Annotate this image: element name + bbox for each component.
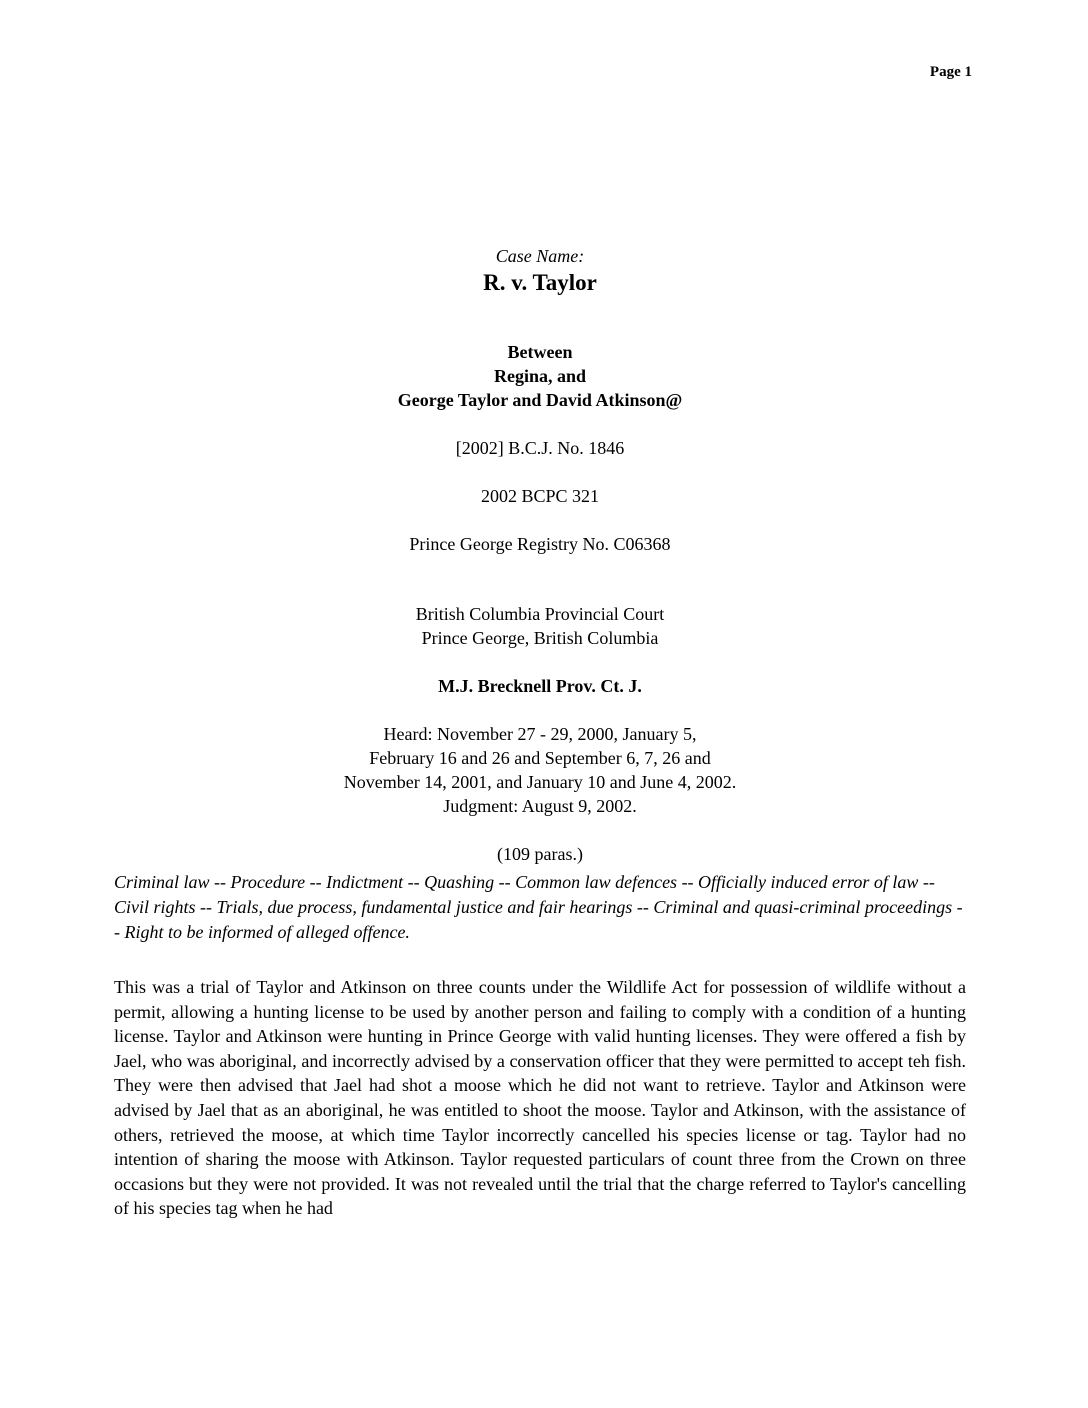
citation-bcpc: 2002 BCPC 321: [480, 486, 600, 506]
dates-line-3: November 14, 2001, and January 10 and June 4, 2002.: [343, 772, 737, 792]
court-name: British Columbia Provincial Court: [415, 604, 665, 624]
court-block: [114, 602, 966, 650]
parties-plaintiff: Regina, and: [493, 366, 587, 386]
case-summary: This was a trial of Taylor and Atkinson on three counts under the Wildlife Act for possession of wildlife without a permit, allowing a hunting license to be used by another person and failing to comply with a condition of a hunting license. Taylor and Atkinson were hunting in Prince George with valid hunting licenses. They were offered a fish by Jael, who was aboriginal, and incorrectly advised by a conservation officer that they were permitted to accept teh fish. They were then advised that Jael had shot a moose which he did not want to retrieve. Taylor and Atkinson were advised by Jael that as an aboriginal, he was entitled to shoot the moose. Taylor and Atkinson, with the assistance of others, retrieved the moose, at which time Taylor incorrectly cancelled his species license or tag. Taylor had no intention of sharing the moose with Atkinson. Taylor requested particulars of count three from the Crown on three occasions but they were not provided. It was not revealed until the trial that the charge referred to Taylor's cancelling of his species tag when he had: [114, 977, 966, 1219]
judgment-date: Judgment: August 9, 2002.: [443, 796, 637, 816]
judge-name: M.J. Brecknell Prov. Ct. J.: [438, 676, 642, 696]
court-location: Prince George, British Columbia: [421, 628, 659, 648]
dates-line-2: February 16 and 26 and September 6, 7, 26 and: [369, 748, 711, 768]
parties-defendants: George Taylor and David Atkinson@: [397, 390, 683, 410]
registry-number: Prince George Registry No. C06368: [409, 534, 671, 554]
parties-block: [114, 340, 966, 412]
page-number: Page 1: [929, 64, 972, 80]
paragraph-count: (109 paras.): [497, 844, 583, 864]
catchwords: Criminal law -- Procedure -- Indictment -- Quashing -- Common law defences -- Officially induced error of law -- Civil rights -- Trials, due process, fundamental justice and fair hearings -- Criminal and quasi-criminal proceedings -- Right to be informed of alleged offence.: [114, 872, 963, 942]
citation-bcj: [2002] B.C.J. No. 1846: [455, 438, 625, 458]
dates-block: [114, 722, 966, 818]
parties-between: Between: [507, 342, 573, 362]
document-body: [114, 244, 966, 1221]
case-name-label: Case Name:: [495, 246, 585, 266]
case-title: R. v. Taylor: [483, 270, 597, 295]
dates-line-1: Heard: November 27 - 29, 2000, January 5,: [383, 724, 697, 744]
